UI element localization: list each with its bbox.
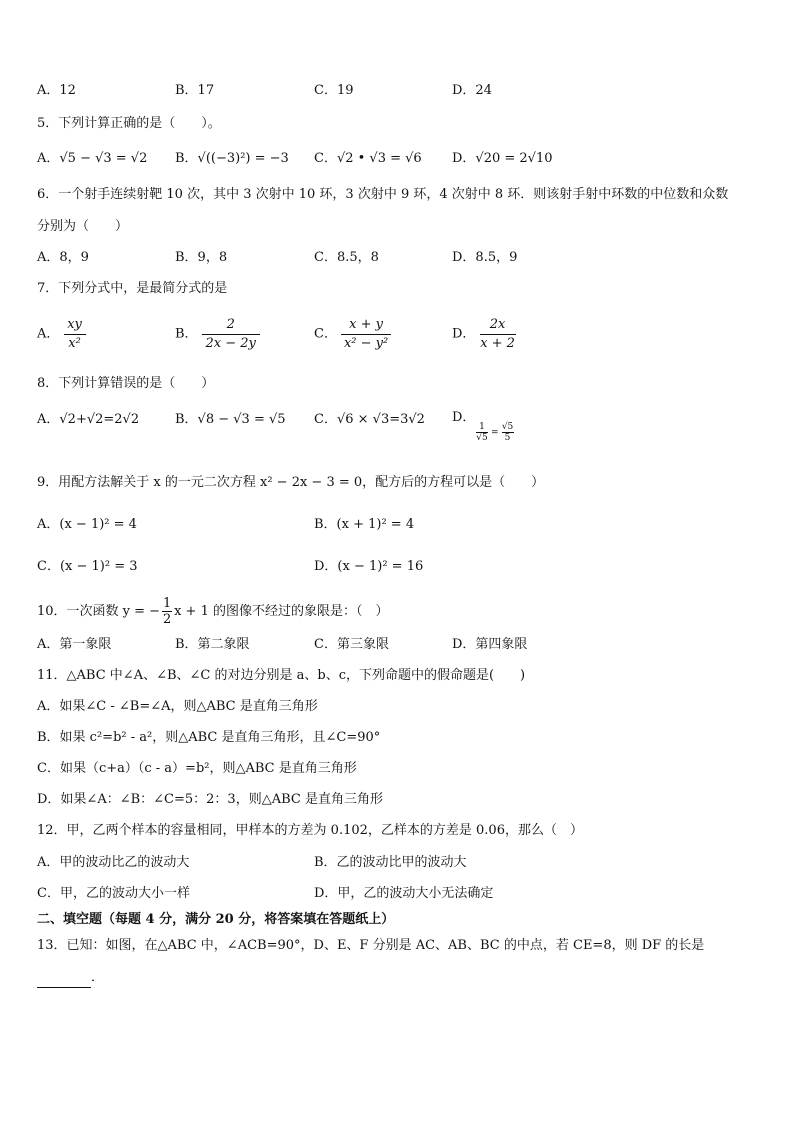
- q4-option-a: A．12: [37, 83, 76, 98]
- q4-option-d: D．24: [452, 83, 492, 98]
- q12-option-c: C．甲，乙的波动大小一样: [37, 886, 190, 901]
- q13-stem: 13．已知：如图，在△ABC 中，∠ACB=90°，D、E、F 分别是 AC、AB、BC 的中点，若 CE=8，则 DF 的长是: [37, 938, 705, 953]
- option-label: D．: [452, 326, 476, 342]
- q11-option-b: B．如果 c²=b² - a²，则△ABC 是直角三角形，且∠C=90°: [37, 730, 381, 745]
- q4-option-c: C．19: [314, 83, 354, 98]
- fraction: [341, 316, 391, 353]
- q7-option-c: [314, 316, 391, 353]
- q10-stem: [37, 596, 388, 627]
- q11-option-a: A．如果∠C - ∠B=∠A，则△ABC 是直角三角形: [37, 699, 318, 714]
- q6-stem-line2: 分别为（ ）: [37, 219, 129, 234]
- numerator: 1: [162, 596, 172, 611]
- option-label: C．: [314, 326, 337, 342]
- fraction: [480, 316, 516, 353]
- q12-stem: 12．甲，乙两个样本的容量相同，甲样本的方差为 0.102，乙样本的方差是 0.06，那么（ ）: [37, 823, 583, 838]
- option-label: D．: [452, 410, 476, 425]
- q12-option-b: B．乙的波动比甲的波动大: [314, 855, 467, 870]
- numerator: 2x: [489, 317, 506, 332]
- option-label: A．: [37, 326, 60, 342]
- q9-option-a: A．(x − 1)² = 4: [37, 517, 137, 532]
- q6-option-d: D．8.5，9: [452, 250, 518, 265]
- numerator: 1: [479, 422, 485, 432]
- answer-blank[interactable]: [37, 973, 91, 988]
- q10-stem-post: x + 1 的图像不经过的象限是：（ ）: [174, 603, 389, 619]
- q7-option-a: [37, 316, 86, 353]
- q6-option-a: A．8，9: [37, 250, 89, 265]
- option-label: B．: [175, 326, 198, 342]
- q7-option-d: [452, 316, 516, 353]
- q9-stem: 9．用配方法解关于 x 的一元二次方程 x² − 2x − 3 = 0，配方后的方程可以是（ ）: [37, 475, 545, 490]
- q9-option-b: B．(x + 1)² = 4: [314, 517, 415, 532]
- q13-end-mark: ．: [91, 970, 105, 985]
- q8-option-a: A．√2+√2=2√2: [37, 412, 140, 427]
- q8-option-d: [452, 408, 514, 443]
- denominator: √5: [476, 433, 488, 443]
- equals-sign: =: [491, 427, 499, 438]
- fraction: [202, 316, 260, 353]
- numerator: 2: [226, 317, 235, 332]
- q8-option-b: B．√8 − √3 = √5: [175, 412, 286, 427]
- numerator: √5: [501, 422, 514, 432]
- q12-option-a: A．甲的波动比乙的波动大: [37, 855, 190, 870]
- q12-option-d: D．甲，乙的波动大小无法确定: [314, 886, 494, 901]
- q9-option-c: C．(x − 1)² = 3: [37, 559, 138, 574]
- q10-option-b: B．第二象限: [175, 637, 250, 652]
- numerator: x + y: [349, 317, 384, 332]
- q6-stem-line1: 6．一个射手连续射靶 10 次，其中 3 次射中 10 环，3 次射中 9 环，4 次射中 8 环．则该射手射中环数的中位数和众数: [37, 187, 729, 202]
- q5-stem: 5．下列计算正确的是（ ）。: [37, 116, 221, 131]
- denominator: 2: [162, 612, 172, 627]
- denominator: 2x − 2y: [205, 336, 256, 351]
- q5-option-a: A．√5 − √3 = √2: [37, 151, 148, 166]
- q11-stem: 11．△ABC 中∠A、∠B、∠C 的对边分别是 a、b、c，下列命题中的假命题是( ): [37, 668, 526, 683]
- denominator: x + 2: [480, 336, 515, 351]
- q5-option-c: C．√2 • √3 = √6: [314, 151, 422, 166]
- denominator: x² − y²: [343, 336, 389, 351]
- denominator: x²: [68, 336, 81, 351]
- q8-d-equation: [476, 422, 514, 443]
- q10-option-d: D．第四象限: [452, 637, 528, 652]
- fraction: [162, 596, 172, 627]
- q6-option-b: B．9，8: [175, 250, 228, 265]
- q9-option-d: D．(x − 1)² = 16: [314, 559, 424, 574]
- q6-option-c: C．8.5，8: [314, 250, 379, 265]
- q8-option-c: C．√6 × √3=3√2: [314, 412, 425, 427]
- q11-option-c: C．如果（c+a）（c - a）=b²，则△ABC 是直角三角形: [37, 761, 357, 776]
- q13-answer-line: [37, 968, 104, 988]
- numerator: xy: [67, 317, 82, 332]
- q7-stem: 7．下列分式中，是最简分式的是: [37, 281, 228, 296]
- section-heading-fill-in: 二、填空题（每题 4 分，满分 20 分，将答案填在答题纸上）: [37, 912, 395, 927]
- q8-stem: 8．下列计算错误的是（ ）: [37, 376, 215, 391]
- denominator: 5: [504, 433, 511, 443]
- q7-option-b: [175, 316, 260, 353]
- q4-option-b: B．17: [175, 83, 215, 98]
- fraction: [502, 422, 514, 443]
- q10-stem-pre: 10．一次函数 y = −: [37, 603, 161, 619]
- q5-option-b: B．√((−3)²) = −3: [175, 151, 289, 166]
- fraction: [64, 316, 86, 353]
- q10-option-c: C．第三象限: [314, 637, 389, 652]
- fraction: [476, 422, 488, 443]
- q5-option-d: D．√20 = 2√10: [452, 151, 553, 166]
- q10-option-a: A．第一象限: [37, 637, 112, 652]
- q11-option-d: D．如果∠A：∠B：∠C=5：2：3，则△ABC 是直角三角形: [37, 792, 383, 807]
